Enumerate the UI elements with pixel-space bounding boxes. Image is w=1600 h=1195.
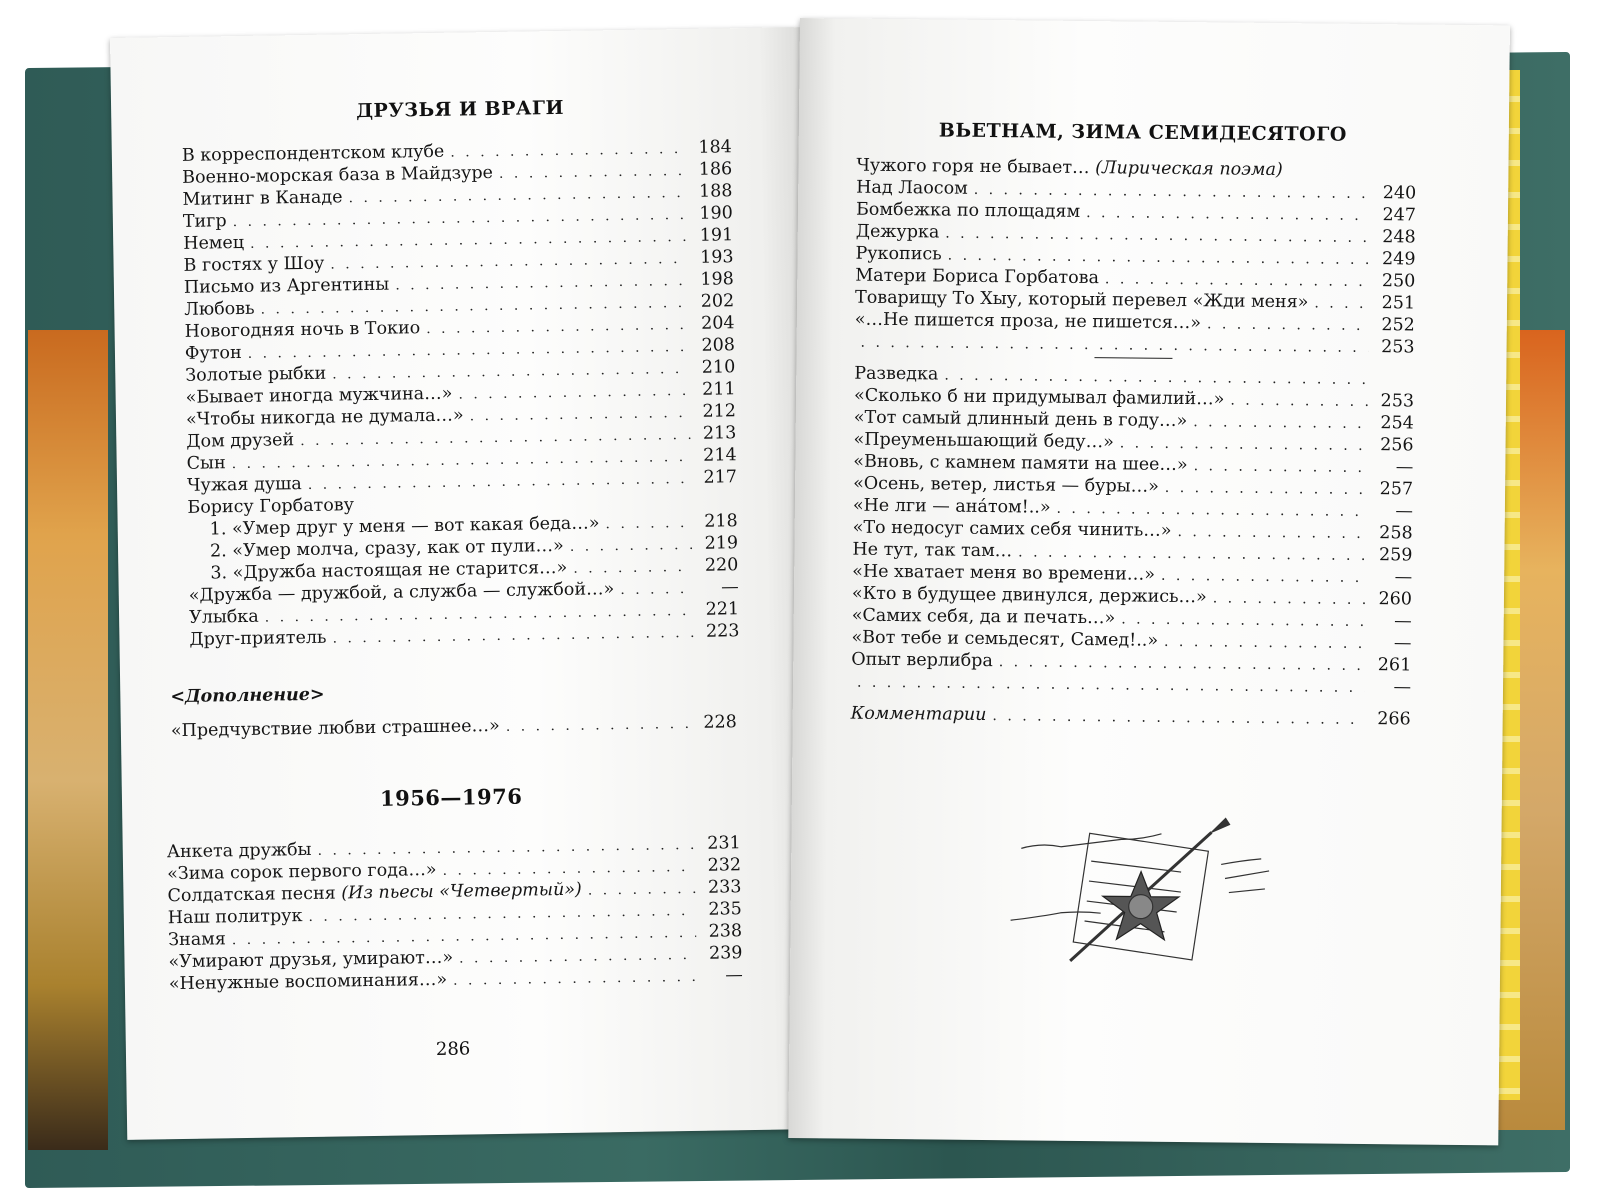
dot-leader <box>1193 411 1368 435</box>
dot-leader <box>1314 292 1369 315</box>
entry-title-text: Военно-морская база в Майдзуре <box>182 163 494 188</box>
entry-title-text: Наш политрук <box>167 906 303 929</box>
entry-page-number: 247 <box>1382 205 1417 226</box>
entry-page-number: 223 <box>705 621 740 642</box>
entry-page-number: 220 <box>704 555 739 576</box>
dot-leader <box>1165 477 1367 501</box>
entry-title-text: Футон <box>184 342 242 364</box>
entry-title <box>167 839 312 863</box>
dot-leader <box>992 705 1364 731</box>
entry-page-number: 212 <box>702 401 737 422</box>
entry-page-number: 235 <box>708 899 742 920</box>
entry-title <box>187 473 302 497</box>
entry-title <box>185 363 326 387</box>
left-section-title: ДРУЗЬЯ И ВРАГИ <box>356 96 565 123</box>
entry-page-number: 239 <box>708 943 743 964</box>
entry-title <box>853 429 1113 454</box>
entry-title-text: Золотые рыбки <box>185 363 327 386</box>
entry-page-number: 218 <box>704 511 738 532</box>
entry-title <box>168 905 303 929</box>
entry-page-number: 256 <box>1380 435 1414 456</box>
entry-title-text: Митинг в Канаде <box>182 187 343 210</box>
toc-entry[interactable] <box>171 711 737 742</box>
entry-title-text: «Умирают друзья, умирают…» <box>168 947 454 973</box>
entry-title <box>183 232 244 255</box>
cover-art-left <box>28 330 108 1150</box>
entry-title-text: «Предчувствие любви страшнее…» <box>170 715 500 742</box>
entry-page-number: 261 <box>1377 655 1412 676</box>
entry-page-number: 248 <box>1382 227 1416 248</box>
entry-title-text: Знамя <box>168 929 226 951</box>
entry-title-text: 1. «Умер друг у меня — вот какая беда…» <box>209 513 600 540</box>
entry-title-text: «Сколько б ни придумывал фамилий…» <box>853 385 1225 410</box>
entry-title-text: Тигр <box>182 211 227 232</box>
entry-title-text: «Зима сорок первого года…» <box>166 859 437 885</box>
entry-page-number: — <box>1393 633 1412 654</box>
entry-title-text: Солдатская песня <box>167 883 336 907</box>
entry-title <box>852 539 1012 563</box>
entry-title <box>171 715 500 742</box>
entry-title: Чужого горя не бывает… <box>856 155 1090 179</box>
entry-page-number: 250 <box>1381 271 1416 292</box>
entry-title <box>851 627 1158 652</box>
entry-title <box>852 561 1155 586</box>
entry-title <box>185 342 242 365</box>
entry-title-text: «Не лги — ана́том!..» <box>852 495 1051 518</box>
supplement-list <box>171 711 737 742</box>
entry-title <box>189 627 326 651</box>
entry-title-text: Не тут, так там… <box>852 539 1013 562</box>
entry-title-text: Немец <box>183 232 245 254</box>
dot-leader <box>1230 390 1368 413</box>
dot-leader <box>1164 631 1366 655</box>
entry-title <box>856 177 968 200</box>
entry-title <box>851 649 993 672</box>
entry-page-number: 240 <box>1382 183 1417 204</box>
entry-title <box>186 429 294 453</box>
entry-title <box>187 452 226 475</box>
entry-page-number: 193 <box>699 247 734 268</box>
commentary-entry[interactable] <box>851 703 1411 731</box>
entry-title <box>186 404 464 430</box>
left-page <box>110 27 817 1140</box>
entry-page-number: — <box>721 577 739 598</box>
entry-title-text: «Не хватает меня во времени…» <box>852 561 1156 585</box>
entry-page-number: 233 <box>707 877 742 898</box>
entry-page-number: 210 <box>701 357 736 378</box>
entry-page-number: 228 <box>703 712 737 733</box>
entry-title-text: «Преуменьшающий беду…» <box>853 429 1114 453</box>
entry-title <box>853 473 1159 498</box>
entry-title-text: В гостях у Шоу <box>183 253 325 276</box>
dot-leader <box>1086 202 1370 227</box>
entry-title <box>182 186 342 211</box>
entry-title-text: Улыбка <box>188 606 259 628</box>
entry-title-text: 2. «Умер молча, сразу, как от пули…» <box>209 535 564 562</box>
entry-page-number: 204 <box>700 313 735 334</box>
commentary-list <box>851 703 1411 731</box>
entry-title <box>184 317 420 343</box>
dot-leader <box>332 622 693 650</box>
entry-title-text: 3. «Дружба настоящая не старится…» <box>210 557 568 584</box>
entry-page-number: — <box>1394 611 1412 632</box>
entry-page-number: 191 <box>699 225 734 246</box>
entry-title-text: Чужая душа <box>186 474 302 496</box>
entry-title-italic: (Из пьесы «Четвертый») <box>341 879 582 904</box>
entry-page-number: 217 <box>703 467 738 488</box>
entry-title <box>855 243 941 266</box>
entry-title <box>183 210 227 233</box>
entry-title-text: «Самих себя, да и печать…» <box>851 605 1116 629</box>
group-title-text: Борису Горбатову <box>187 495 355 518</box>
entry-title-text: Разведка <box>854 363 939 385</box>
entry-page-number: 232 <box>707 855 742 876</box>
entry-title <box>852 605 1116 630</box>
entry-page-number: 254 <box>1380 413 1414 434</box>
entry-title <box>855 265 1099 290</box>
entry-title <box>856 221 940 244</box>
entry-page-number: — <box>1393 677 1412 698</box>
entry-title-text: Анкета дружбы <box>166 839 312 863</box>
entry-title-text: «Чтобы никогда не думала…» <box>185 405 464 430</box>
entry-title-text: Опыт верлибра <box>851 649 993 672</box>
entry-page-number: — <box>1395 501 1413 522</box>
entry-title-text: «Кто в будущее двинулся, держись…» <box>851 583 1207 608</box>
entry-title-text: «Вновь, с камнем памяти на шее…» <box>853 451 1188 476</box>
entry-page-number: — <box>1394 567 1413 588</box>
entry-title-text: Письмо из Аргентины <box>183 274 390 298</box>
commentary-title: Комментарии <box>850 703 987 725</box>
entry-page-number: 260 <box>1378 589 1413 610</box>
entry-page-number: 249 <box>1381 249 1416 270</box>
entry-page-number: 184 <box>698 137 732 158</box>
dot-leader <box>453 966 697 992</box>
entry-title-text: «…Не пишется проза, не пишется…» <box>854 309 1202 334</box>
entry-page-number: 258 <box>1379 523 1413 544</box>
entry-page-number: — <box>725 965 743 986</box>
entry-page-number: 257 <box>1379 479 1414 500</box>
entry-title-text: «Осень, ветер, листья — буры…» <box>853 473 1159 497</box>
entry-page-number: 186 <box>698 159 733 180</box>
entry-title-text: Матери Бориса Горбатова <box>855 265 1100 289</box>
entry-page-number: 211 <box>702 379 736 400</box>
entry-title-text: «То недосуг самих себя чинить…» <box>852 517 1172 541</box>
entry-title-text: «Дружба — дружбой, а служба — службой…» <box>188 579 615 606</box>
entry-title-text: Бомбежка по площадям <box>855 199 1081 222</box>
entry-title-text: В корреспондентском клубе <box>181 141 445 166</box>
entry-title-text: Дежурка <box>855 221 940 243</box>
dot-leader <box>1213 587 1366 611</box>
entry-title <box>853 495 1051 519</box>
entry-title <box>851 703 987 726</box>
entry-title <box>183 253 324 277</box>
entry-title-text: Товарищу То Хыу, который перевел «Жди меня» <box>854 287 1309 313</box>
entry-page-number: — <box>1395 457 1414 478</box>
pen-and-star-vignette-icon <box>1010 800 1312 973</box>
dot-leader <box>1194 455 1368 479</box>
dot-leader <box>857 672 1365 699</box>
entry-page-number: 251 <box>1381 293 1416 314</box>
dot-leader <box>620 578 693 601</box>
entry-title <box>184 274 390 299</box>
entry-page-number: 266 <box>1377 709 1411 730</box>
entry-title <box>169 969 448 995</box>
entry-title-text: Любовь <box>184 298 255 320</box>
dot-leader <box>605 512 692 535</box>
entry-title-text: Дом друзей <box>186 430 295 452</box>
entry-page-number: 214 <box>703 445 737 466</box>
entry-page-number: 259 <box>1378 545 1413 566</box>
section-divider <box>1094 357 1172 359</box>
dot-leader <box>1177 521 1366 545</box>
right-section-title: ВЬЕТНАМ, ЗИМА СЕМИДЕСЯТОГО <box>938 119 1347 146</box>
entry-page-number: 208 <box>701 335 736 356</box>
supplement-title: <Дополнение> <box>170 684 325 708</box>
entry-title <box>854 363 938 386</box>
entry-page-number: 219 <box>704 533 739 554</box>
entry-page-number: 238 <box>708 921 743 942</box>
dot-leader <box>573 556 692 580</box>
entry-title <box>856 199 1080 223</box>
entry-title <box>855 309 1201 335</box>
entry-page-number: 253 <box>1381 337 1415 358</box>
dot-leader <box>588 878 696 902</box>
entry-title-italic: (Лирическая поэма) <box>1095 158 1283 181</box>
entry-page-number: 253 <box>1380 391 1415 412</box>
left-toc-list <box>182 136 740 651</box>
entry-title-text: Над Лаосом <box>856 177 968 199</box>
entry-page-number: 188 <box>698 181 733 202</box>
entry-page-number: 252 <box>1381 315 1415 336</box>
right-toc-list <box>854 177 1416 359</box>
entry-title-text: «Ненужные воспоминания…» <box>168 969 448 995</box>
entry-title-text: Новогодняя ночь в Токио <box>184 318 421 342</box>
dot-leader <box>1207 313 1369 337</box>
entry-page-number: 198 <box>700 269 735 290</box>
dot-leader <box>860 332 1368 359</box>
dot-leader <box>570 534 693 558</box>
entry-title-text: «Вот тебе и семьдесят, Самед!..» <box>851 627 1159 651</box>
entry-title-text: Рукопись <box>855 243 942 265</box>
entry-page-number: 231 <box>707 833 741 854</box>
entry-title-text: Друг-приятель <box>189 627 327 650</box>
years-title: 1956—1976 <box>379 783 523 811</box>
entry-title <box>184 298 255 321</box>
entry-title <box>189 606 259 629</box>
entry-page-number: 221 <box>705 599 740 620</box>
entry-title-text: Сын <box>186 453 226 474</box>
right-page <box>788 18 1510 1145</box>
entry-page-number: 202 <box>700 291 735 312</box>
entry-title <box>168 928 226 951</box>
page-number: 286 <box>435 1038 471 1061</box>
dot-leader <box>506 713 691 738</box>
years-toc-list <box>167 832 743 995</box>
entry-page-number: 213 <box>702 423 737 444</box>
right-toc-list-2 <box>851 363 1414 699</box>
entry-title-text: «Бывает иногда мужчина…» <box>185 383 453 408</box>
dot-leader <box>499 160 687 185</box>
entry-title-text: «Тот самый длинный день в году…» <box>853 407 1188 432</box>
entry-page-number: 190 <box>699 203 733 224</box>
